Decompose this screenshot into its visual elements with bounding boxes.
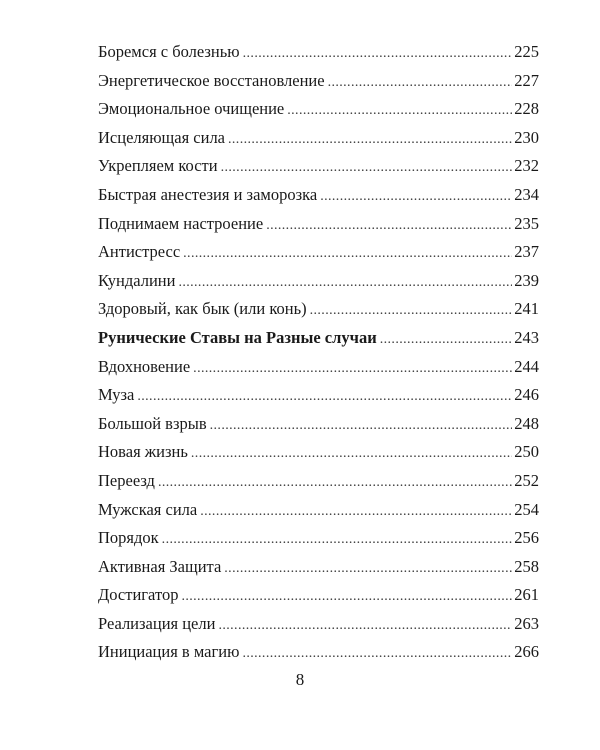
toc-entry-page: 235 xyxy=(514,213,539,233)
toc-entry xyxy=(98,467,539,496)
toc-entry-page: 227 xyxy=(514,70,539,90)
toc-dot-leader xyxy=(320,183,512,212)
toc-dot-leader xyxy=(178,269,512,298)
toc-entry-page: 225 xyxy=(514,42,539,61)
toc-entry-page: 230 xyxy=(514,127,539,147)
toc-entry-title: Эмоциональное очищение xyxy=(98,99,285,119)
toc-entry-title: Достигатор xyxy=(98,585,179,605)
toc-entry-title: Муза xyxy=(98,385,135,405)
toc-entry-title: Здоровый, как бык (или конь) xyxy=(98,299,307,319)
toc-dot-leader xyxy=(162,526,513,555)
toc-entry-page: 237 xyxy=(514,242,539,262)
toc-entry-title: Реализация цели xyxy=(98,613,216,633)
toc-entry-title: Поднимаем настроение xyxy=(98,213,264,233)
toc-entry-page: 234 xyxy=(514,184,539,204)
toc-entry xyxy=(98,238,539,267)
toc-dot-leader xyxy=(191,440,512,469)
toc-entry-title: Активная Защита xyxy=(98,556,222,576)
toc-entry-page: 250 xyxy=(514,442,539,462)
toc-dot-leader xyxy=(228,126,512,155)
toc-entry-title: Новая жизнь xyxy=(98,442,188,462)
toc-entry-title: Укрепляем кости xyxy=(98,156,218,176)
toc-entry-title: Большой взрыв xyxy=(98,413,207,433)
toc-entry-page: 244 xyxy=(514,356,539,376)
toc-entry-title: Боремся с болезнью xyxy=(98,42,240,61)
toc-section-title: Рунические Ставы на Разные случаи xyxy=(98,327,377,347)
toc-dot-leader xyxy=(380,326,513,355)
toc-entry-page: 241 xyxy=(514,299,539,319)
toc-dot-leader xyxy=(221,154,513,183)
toc-dot-leader xyxy=(287,97,512,126)
toc-entry xyxy=(98,410,539,439)
toc-entry xyxy=(98,67,539,96)
toc-entry-title: Инициация в магию xyxy=(98,642,240,662)
toc-dot-leader xyxy=(266,212,512,241)
toc-entry xyxy=(98,353,539,382)
toc-entry-title: Вдохновение xyxy=(98,356,191,376)
toc-entry xyxy=(98,95,539,124)
toc-dot-leader xyxy=(328,69,513,98)
toc-entry-page: 266 xyxy=(514,642,539,662)
toc-entry xyxy=(98,124,539,153)
toc-entry-title: Кундалини xyxy=(98,270,176,290)
toc-entry-page: 232 xyxy=(514,156,539,176)
toc-entry-title: Исцеляющая сила xyxy=(98,127,225,147)
toc-dot-leader xyxy=(243,40,513,69)
toc-dot-leader xyxy=(137,383,512,412)
toc-entry xyxy=(98,610,539,639)
toc-dot-leader xyxy=(224,555,512,584)
toc-entry-page: 261 xyxy=(514,585,539,605)
toc-entry-page: 254 xyxy=(514,499,539,519)
toc-dot-leader xyxy=(242,640,512,669)
toc-entry xyxy=(98,295,539,324)
toc-dot-leader xyxy=(310,297,513,326)
toc-dot-leader xyxy=(210,412,513,441)
toc-entry xyxy=(98,553,539,582)
toc-entry xyxy=(98,181,539,210)
toc-entry-title: Антистресс xyxy=(98,242,181,262)
toc-entry xyxy=(98,581,539,610)
toc-dot-leader xyxy=(193,355,512,384)
toc-section-page: 243 xyxy=(514,327,539,347)
toc-entry-page: 258 xyxy=(514,556,539,576)
toc-entry-page: 263 xyxy=(514,613,539,633)
toc-entry-title: Быстрая анестезия и заморозка xyxy=(98,184,318,204)
toc-entry-page: 248 xyxy=(514,413,539,433)
toc-entry xyxy=(98,381,539,410)
toc-entry-page: 239 xyxy=(514,270,539,290)
toc-entry-page: 252 xyxy=(514,470,539,490)
toc-entry xyxy=(98,524,539,553)
toc-entry-title: Переезд xyxy=(98,470,155,490)
toc-dot-leader xyxy=(183,240,512,269)
toc-entry xyxy=(98,210,539,239)
toc-entry xyxy=(98,267,539,296)
toc-dot-leader xyxy=(200,498,512,527)
toc-entry-page: 228 xyxy=(514,99,539,119)
toc-dot-leader xyxy=(181,583,512,612)
toc-entry xyxy=(98,638,539,667)
toc-entry xyxy=(98,438,539,467)
toc-entry xyxy=(98,38,539,67)
toc-dot-leader xyxy=(218,612,512,641)
toc-entry xyxy=(98,496,539,525)
toc-entry-title: Порядок xyxy=(98,528,159,548)
toc-entry-title: Мужская сила xyxy=(98,499,198,519)
page-number: 8 xyxy=(295,670,305,689)
toc-entry-title: Энергетическое восстановление xyxy=(98,70,325,90)
toc-entry xyxy=(98,152,539,181)
toc-entry-page: 246 xyxy=(514,385,539,405)
toc-section-heading xyxy=(98,324,539,353)
toc-entry-page: 256 xyxy=(514,528,539,548)
toc-dot-leader xyxy=(158,469,512,498)
table-of-contents xyxy=(98,38,539,667)
